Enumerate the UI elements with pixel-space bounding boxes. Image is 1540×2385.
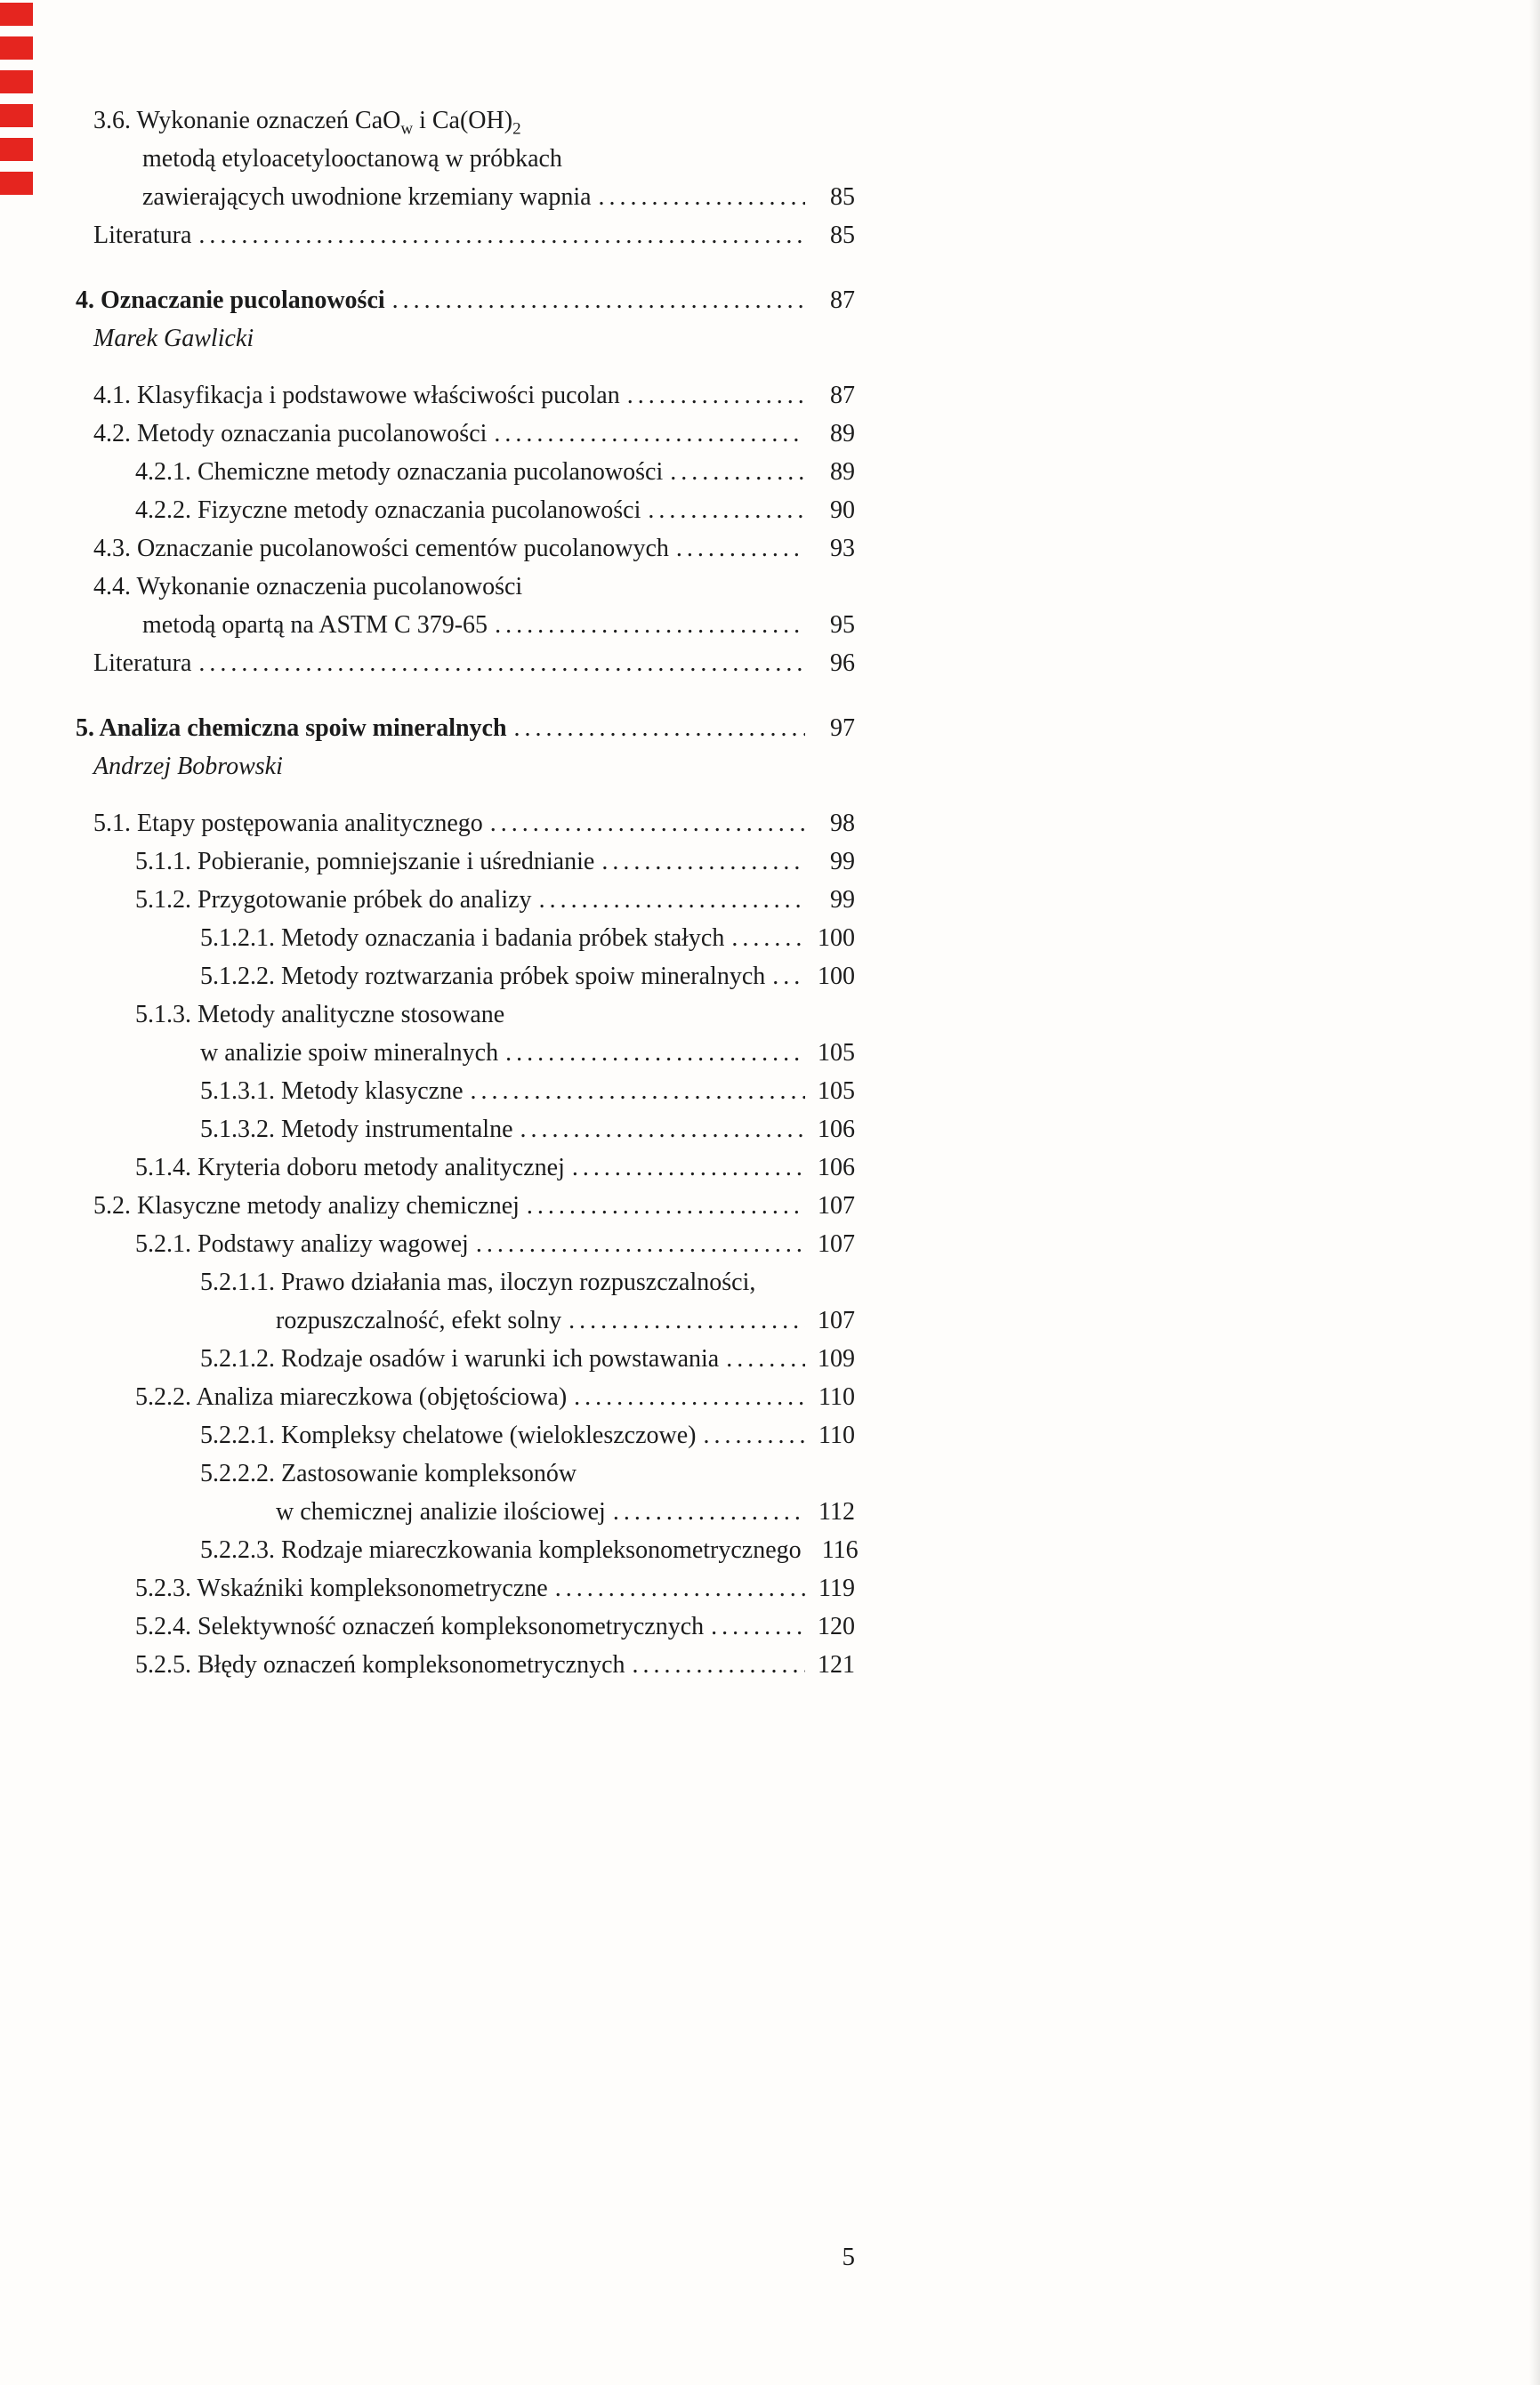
toc-row bbox=[93, 529, 855, 568]
toc-row bbox=[93, 1531, 859, 1569]
toc-entry bbox=[93, 1110, 855, 1148]
toc-page-number: 105 bbox=[818, 1039, 855, 1067]
toc-page-number: 119 bbox=[818, 1575, 855, 1602]
toc-page-number: 100 bbox=[818, 963, 855, 990]
toc-row bbox=[93, 747, 855, 786]
toc-entry bbox=[93, 804, 855, 842]
dot-leader bbox=[648, 491, 805, 529]
toc-entry bbox=[93, 491, 855, 529]
toc-entry-text: 4.2.2. Fizyczne metody oznaczania pucolanowości bbox=[135, 496, 641, 524]
toc-page-number: 107 bbox=[818, 1230, 855, 1258]
toc-row bbox=[93, 1148, 855, 1187]
toc-chapter-entry bbox=[76, 709, 855, 747]
toc-row bbox=[93, 842, 855, 881]
toc-page-number: 85 bbox=[830, 222, 855, 249]
scan-edge-shade bbox=[1529, 0, 1540, 2385]
toc-entry bbox=[93, 957, 855, 995]
toc-entry-text: 5.2.2.1. Kompleksy chelatowe (wielokleszczowe) bbox=[200, 1422, 697, 1449]
toc-row bbox=[93, 101, 855, 140]
toc-entry bbox=[93, 1225, 855, 1263]
toc-page-number: 89 bbox=[830, 420, 855, 447]
toc-page-number: 107 bbox=[818, 1192, 855, 1220]
footer-page-number: 5 bbox=[842, 2243, 855, 2271]
dot-leader bbox=[520, 1110, 805, 1148]
toc-row bbox=[93, 216, 855, 254]
toc-row bbox=[93, 957, 855, 995]
toc-entry bbox=[93, 644, 855, 682]
toc-entry bbox=[93, 1531, 859, 1569]
toc-row bbox=[93, 1378, 855, 1416]
toc-row bbox=[93, 1225, 855, 1263]
toc-entry-text: 5.2.4. Selektywność oznaczeń kompleksonometrycznych bbox=[135, 1613, 705, 1640]
dot-leader bbox=[772, 957, 805, 995]
toc-entry-text: 4.3. Oznaczanie pucolanowości cementów pucolanowych bbox=[93, 535, 669, 562]
red-bar-artifact bbox=[0, 104, 33, 127]
toc-page-number: 107 bbox=[818, 1307, 855, 1334]
toc-entry bbox=[93, 415, 855, 453]
toc-page-number: 100 bbox=[818, 924, 855, 952]
subscript-text: w bbox=[400, 119, 414, 139]
dot-leader bbox=[514, 709, 805, 747]
dot-leader bbox=[703, 1416, 805, 1454]
toc-entry bbox=[93, 1148, 855, 1187]
toc-row bbox=[93, 376, 855, 415]
toc-entry-text: Andrzej Bobrowski bbox=[93, 753, 283, 780]
dot-leader bbox=[494, 415, 805, 453]
toc-entry bbox=[93, 216, 855, 254]
toc-page-number: 105 bbox=[818, 1077, 855, 1105]
toc-entry-text: 5.2. Klasyczne metody analizy chemicznej bbox=[93, 1192, 520, 1220]
dot-leader bbox=[198, 216, 805, 254]
toc-row bbox=[93, 415, 855, 453]
toc-page-number: 97 bbox=[830, 714, 855, 742]
red-bar-artifact bbox=[0, 70, 33, 93]
dot-leader bbox=[711, 1607, 805, 1646]
toc-row bbox=[93, 1493, 855, 1531]
dot-leader bbox=[495, 606, 805, 644]
dot-leader bbox=[539, 881, 805, 919]
toc-entry-text: 5.2.2.2. Zastosowanie kompleksonów bbox=[200, 1460, 577, 1487]
toc-page-number: 121 bbox=[818, 1651, 855, 1679]
toc-entry-text: metodą etyloacetylooctanową w próbkach bbox=[142, 145, 562, 173]
toc-entry-text: 4.2.1. Chemiczne metody oznaczania pucolanowości bbox=[135, 458, 664, 486]
toc-entry-text: 5.2.1. Podstawy analizy wagowej bbox=[135, 1230, 469, 1258]
dot-leader bbox=[633, 1646, 806, 1684]
toc-entry bbox=[93, 1340, 855, 1378]
toc-page-number: 110 bbox=[818, 1383, 855, 1411]
toc-row bbox=[93, 140, 855, 178]
toc-entry-text: 5.1.3.2. Metody instrumentalne bbox=[200, 1116, 513, 1143]
toc-entry-text: Literatura bbox=[93, 222, 192, 249]
toc-row bbox=[93, 881, 855, 919]
dot-leader bbox=[392, 281, 805, 319]
red-bar-artifact bbox=[0, 3, 33, 26]
toc-row bbox=[93, 1569, 855, 1607]
toc-page-number: 106 bbox=[818, 1116, 855, 1143]
toc-entry-text: 5. Analiza chemiczna spoiw mineralnych bbox=[76, 714, 507, 742]
toc-entry-text: 5.2.3. Wskaźniki kompleksonometryczne bbox=[135, 1575, 548, 1602]
toc-entry-text: 5.2.5. Błędy oznaczeń kompleksonometrycznych bbox=[135, 1651, 625, 1679]
toc-entry-text: w chemicznej analizie ilościowej bbox=[276, 1498, 606, 1526]
dot-leader bbox=[601, 842, 805, 881]
toc-page-number: 89 bbox=[830, 458, 855, 486]
scan-artifacts bbox=[0, 3, 33, 195]
toc-page-number: 87 bbox=[830, 382, 855, 409]
dot-leader bbox=[574, 1378, 805, 1416]
toc-chapter-entry bbox=[76, 281, 855, 319]
toc-entry bbox=[93, 1607, 855, 1646]
toc-row bbox=[93, 919, 855, 957]
toc-row bbox=[93, 453, 855, 491]
red-bar-artifact bbox=[0, 36, 33, 60]
dot-leader bbox=[568, 1301, 805, 1340]
dot-leader bbox=[613, 1493, 805, 1531]
dot-leader bbox=[627, 376, 805, 415]
toc-entry bbox=[93, 995, 855, 1072]
toc-entry-text: 5.1.2.1. Metody oznaczania i badania próbek stałych bbox=[200, 924, 725, 952]
toc-row bbox=[93, 178, 855, 216]
dot-leader bbox=[490, 804, 805, 842]
toc-page-number: 95 bbox=[830, 611, 855, 639]
toc-entry bbox=[93, 1072, 855, 1110]
toc-entry-text: 4. Oznaczanie pucolanowości bbox=[76, 286, 385, 314]
toc-page-number: 93 bbox=[830, 535, 855, 562]
toc-entry bbox=[93, 1646, 855, 1684]
dot-leader bbox=[599, 178, 805, 216]
toc-page-number: 85 bbox=[830, 183, 855, 211]
toc-row bbox=[93, 644, 855, 682]
toc-entry-text bbox=[93, 101, 521, 140]
toc-entry bbox=[93, 919, 855, 957]
toc-entry bbox=[93, 1569, 855, 1607]
toc-page-number: 90 bbox=[830, 496, 855, 524]
toc-entry-text: 5.1.3. Metody analityczne stosowane bbox=[135, 1001, 505, 1028]
dot-leader bbox=[676, 529, 805, 568]
toc-row bbox=[76, 709, 855, 747]
toc-row bbox=[93, 1301, 855, 1340]
toc-entry-text: metodą opartą na ASTM C 379-65 bbox=[142, 611, 488, 639]
toc-entry-text: 5.2.1.1. Prawo działania mas, iloczyn rozpuszczalności, bbox=[200, 1269, 756, 1296]
toc-entry-text: 4.2. Metody oznaczania pucolanowości bbox=[93, 420, 488, 447]
toc-page-number: 120 bbox=[818, 1613, 855, 1640]
text-segment: 3.6. Wykonanie oznaczeń CaO bbox=[93, 107, 401, 134]
toc-entry bbox=[93, 1378, 855, 1416]
toc-entry-text: 5.1.4. Kryteria doboru metody analitycznej bbox=[135, 1154, 565, 1181]
toc-row bbox=[93, 1187, 855, 1225]
toc-entry-text: 5.1.2.2. Metody roztwarzania próbek spoiw mineralnych bbox=[200, 963, 766, 990]
toc-entry-text: 5.1. Etapy postępowania analitycznego bbox=[93, 810, 483, 837]
dot-leader bbox=[555, 1569, 805, 1607]
toc-row bbox=[93, 1340, 855, 1378]
toc-entry-text: 4.4. Wykonanie oznaczenia pucolanowości bbox=[93, 573, 523, 600]
toc-row bbox=[93, 1034, 855, 1072]
toc-row bbox=[93, 491, 855, 529]
toc-entry-text: 5.1.3.1. Metody klasyczne bbox=[200, 1077, 464, 1105]
toc-page-number: 106 bbox=[818, 1154, 855, 1181]
toc-row bbox=[93, 319, 855, 358]
toc-entry bbox=[93, 1416, 855, 1454]
toc-row bbox=[93, 606, 855, 644]
toc-row bbox=[93, 1646, 855, 1684]
toc-page-number: 112 bbox=[818, 1498, 855, 1526]
toc-page-number: 98 bbox=[830, 810, 855, 837]
toc-entry-text: Marek Gawlicki bbox=[93, 325, 254, 352]
toc-entry bbox=[93, 529, 855, 568]
dot-leader bbox=[476, 1225, 805, 1263]
toc-row bbox=[76, 281, 855, 319]
toc-entry bbox=[93, 1263, 855, 1340]
toc-row bbox=[93, 568, 855, 606]
toc-row bbox=[93, 804, 855, 842]
toc-page-number: 116 bbox=[821, 1536, 859, 1564]
toc-entry-text: 4.1. Klasyfikacja i podstawowe właściwości pucolan bbox=[93, 382, 620, 409]
toc-entry bbox=[93, 842, 855, 881]
toc-author-line bbox=[93, 319, 855, 358]
toc-entry bbox=[93, 1187, 855, 1225]
toc-entry bbox=[93, 453, 855, 491]
red-bar-artifact bbox=[0, 138, 33, 161]
toc-entry-text: rozpuszczalność, efekt solny bbox=[276, 1307, 562, 1334]
toc-row bbox=[93, 1416, 855, 1454]
dot-leader bbox=[572, 1148, 805, 1187]
toc-entry bbox=[93, 101, 855, 216]
toc-page-number: 99 bbox=[830, 886, 855, 914]
toc-entry-text: zawierających uwodnione krzemiany wapnia bbox=[142, 183, 592, 211]
red-bar-artifact bbox=[0, 172, 33, 195]
dot-leader bbox=[471, 1072, 806, 1110]
dot-leader bbox=[505, 1034, 805, 1072]
dot-leader bbox=[731, 919, 805, 957]
dot-leader bbox=[527, 1187, 805, 1225]
toc-entry-text: 5.1.1. Pobieranie, pomniejszanie i uśrednianie bbox=[135, 848, 595, 875]
toc-entry-text: 5.1.2. Przygotowanie próbek do analizy bbox=[135, 886, 532, 914]
toc-row bbox=[93, 1454, 855, 1493]
toc-page-number: 99 bbox=[830, 848, 855, 875]
toc-entry-text: 5.2.2.3. Rodzaje miareczkowania kompleksonometrycznego bbox=[200, 1536, 802, 1564]
toc-page-number: 96 bbox=[830, 649, 855, 677]
toc-page-number: 110 bbox=[818, 1422, 855, 1449]
toc-row bbox=[93, 1263, 855, 1301]
toc-row bbox=[93, 1110, 855, 1148]
toc-entry bbox=[93, 881, 855, 919]
toc-author-line bbox=[93, 747, 855, 786]
dot-leader bbox=[198, 644, 805, 682]
toc-page-number: 87 bbox=[830, 286, 855, 314]
subscript-text: 2 bbox=[512, 119, 521, 139]
toc-page-number: 109 bbox=[818, 1345, 855, 1373]
toc-entry-text: 5.2.1.2. Rodzaje osadów i warunki ich powstawania bbox=[200, 1345, 720, 1373]
toc-entry-text: Literatura bbox=[93, 649, 192, 677]
text-segment: i Ca(OH) bbox=[413, 107, 513, 134]
toc-row bbox=[93, 1607, 855, 1646]
dot-leader bbox=[670, 453, 805, 491]
toc-entry-text: w analizie spoiw mineralnych bbox=[200, 1039, 499, 1067]
toc-entry bbox=[93, 568, 855, 644]
toc-list bbox=[76, 101, 859, 1684]
toc-entry bbox=[93, 376, 855, 415]
toc-entry bbox=[93, 1454, 855, 1531]
dot-leader bbox=[726, 1340, 805, 1378]
toc-entry-text: 5.2.2. Analiza miareczkowa (objętościowa) bbox=[135, 1383, 568, 1411]
toc-row bbox=[93, 995, 855, 1034]
toc-row bbox=[93, 1072, 855, 1110]
